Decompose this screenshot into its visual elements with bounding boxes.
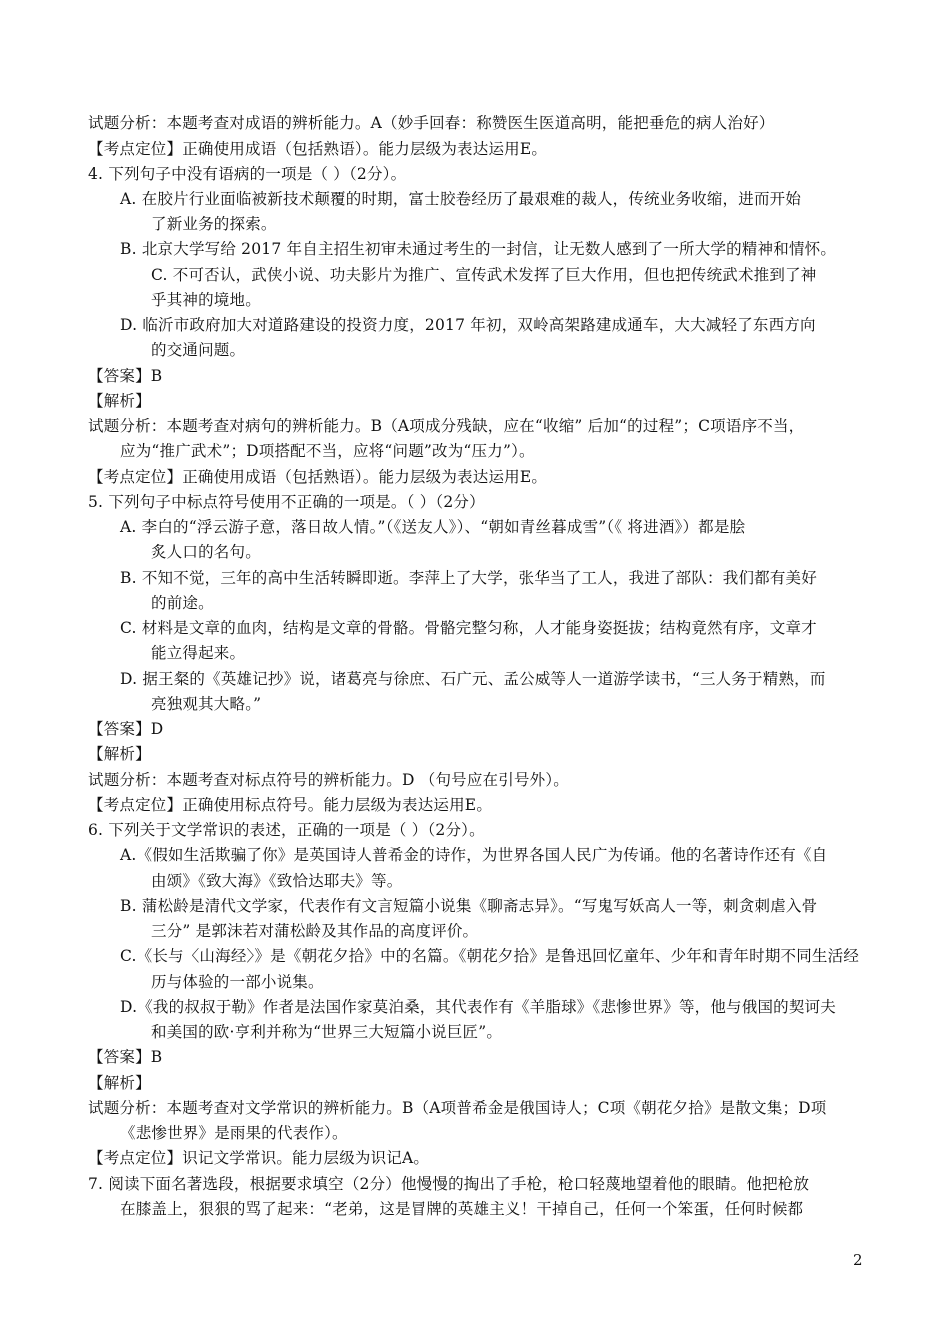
key-point-line: 【考点定位】正确使用成语（包括熟语）。能力层级为表达运用E。 — [88, 140, 548, 158]
q6-option-d-cont: 和美国的欧·亨利并称为“世界三大短篇小说巨匠”。 — [151, 1023, 503, 1041]
q4-key-point: 【考点定位】正确使用成语（包括熟语）。能力层级为表达运用E。 — [88, 468, 548, 486]
q4-analysis-heading: 【解析】 — [88, 392, 151, 410]
q6-option-a-cont: 由颂》《致大海》《致恰达耶夫》等。 — [151, 872, 403, 890]
q4-option-c-cont: 乎其神的境地。 — [151, 291, 261, 309]
question-4-stem: 4. 下列句子中没有语病的一项是（ ）（2分）。 — [88, 165, 407, 183]
q6-option-c-cont: 历与体验的一部小说集。 — [151, 973, 324, 991]
q6-option-c: C.《长与〈山海经〉》是《朝花夕拾》中的名篇。《朝花夕拾》是鲁迅回忆童年、少年和青年时期不同生活经 — [120, 947, 860, 965]
q5-answer: 【答案】D — [88, 720, 164, 738]
q4-option-a: A. 在胶片行业面临被新技术颠覆的时期，富士胶卷经历了最艰难的裁人，传统业务收缩，进而开始 — [120, 190, 802, 208]
q6-key-point: 【考点定位】识记文学常识。能力层级为识记A。 — [88, 1149, 430, 1167]
q5-key-point: 【考点定位】正确使用标点符号。能力层级为表达运用E。 — [88, 796, 493, 814]
q6-option-b: B. 蒲松龄是清代文学家，代表作有文言短篇小说集《聊斋志异》。“写鬼写妖高人一等，刺贪刺虐入骨 — [120, 897, 818, 915]
q4-option-a-cont: 了新业务的探索。 — [151, 215, 277, 233]
q5-option-a-cont: 炙人口的名句。 — [151, 543, 261, 561]
question-5-stem: 5. 下列句子中标点符号使用不正确的一项是。（ ）（2分） — [88, 493, 485, 511]
q7-passage: 在膝盖上，狠狠的骂了起来：“老弟，这是冒牌的英雄主义！干掉自己，任何一个笨蛋，任何时候都 — [120, 1200, 804, 1218]
q5-analysis: 试题分析：本题考查对标点符号的辨析能力。D （句号应在引号外）。 — [88, 771, 570, 789]
q4-analysis-cont: 应为“推广武术”；D项搭配不当，应将“问题”改为“压力”）。 — [120, 442, 535, 460]
q6-option-a: A.《假如生活欺骗了你》是英国诗人普希金的诗作，为世界各国人民广为传诵。他的名著诗作还有《自 — [120, 846, 828, 864]
q5-option-c-cont: 能立得起来。 — [151, 644, 246, 662]
q5-option-b-cont: 的前途。 — [151, 594, 214, 612]
q4-option-b: B. 北京大学写给 2017 年自主招生初审未通过考生的一封信，让无数人感到了一所大学的精神和情怀。 — [120, 240, 837, 258]
question-7-stem: 7. 阅读下面名著选段，根据要求填空（2分）他慢慢的掏出了手枪，枪口轻蔑地望着他的眼睛。他把枪放 — [88, 1175, 810, 1193]
q5-option-b: B. 不知不觉，三年的高中生活转瞬即逝。李萍上了大学，张华当了工人，我进了部队：我们都有美好 — [120, 569, 817, 587]
q5-option-d-cont: 亮独观其大略。” — [151, 695, 262, 713]
q6-answer: 【答案】B — [88, 1048, 163, 1066]
q4-option-d: D. 临沂市政府加大对道路建设的投资力度，2017 年初，双岭高架路建成通车，大大减轻了东西方向 — [120, 316, 816, 334]
q6-analysis: 试题分析：本题考查对文学常识的辨析能力。B（A项普希金是俄国诗人；C项《朝花夕拾》是散文集；D项 — [88, 1099, 827, 1117]
q6-analysis-heading: 【解析】 — [88, 1074, 151, 1092]
q6-analysis-cont: 《悲惨世界》是雨果的代表作）。 — [120, 1124, 348, 1142]
analysis-line: 试题分析：本题考查对成语的辨析能力。A（妙手回春：称赞医生医道高明，能把垂危的病人治好） — [88, 114, 775, 132]
question-6-stem: 6. 下列关于文学常识的表述，正确的一项是（ ）（2分）。 — [88, 821, 485, 839]
q4-answer: 【答案】B — [88, 367, 163, 385]
q5-option-d: D. 据王粲的《英雄记抄》说，诸葛亮与徐庶、石广元、孟公威等人一道游学读书，“三人务于精熟，而 — [120, 670, 826, 688]
page-number: 2 — [853, 1251, 863, 1269]
q5-option-c: C. 材料是文章的血肉，结构是文章的骨骼。骨骼完整匀称，人才能身姿挺拔；结构竟然有序，文章才 — [120, 619, 817, 637]
q4-analysis: 试题分析：本题考查对病句的辨析能力。B（A项成分残缺，应在“收缩” 后加“的过程”；C项语序不当， — [88, 417, 805, 435]
q6-option-b-cont: 三分” 是郭沫若对蒲松龄及其作品的高度评价。 — [151, 922, 479, 940]
q6-option-d: D.《我的叔叔于勒》作者是法国作家莫泊桑，其代表作有《羊脂球》《悲惨世界》等，他与俄国的契诃夫 — [120, 998, 836, 1016]
q4-option-c: C. 不可否认，武侠小说、功夫影片为推广、宣传武术发挥了巨大作用，但也把传统武术推到了神 — [151, 266, 817, 284]
q5-option-a: A. 李白的“浮云游子意，落日故人情。”（《送友人》）、“朝如青丝暮成雪”（《 将进酒》）都是脍 — [120, 518, 746, 536]
q5-analysis-heading: 【解析】 — [88, 745, 151, 763]
q4-option-d-cont: 的交通问题。 — [151, 341, 246, 359]
